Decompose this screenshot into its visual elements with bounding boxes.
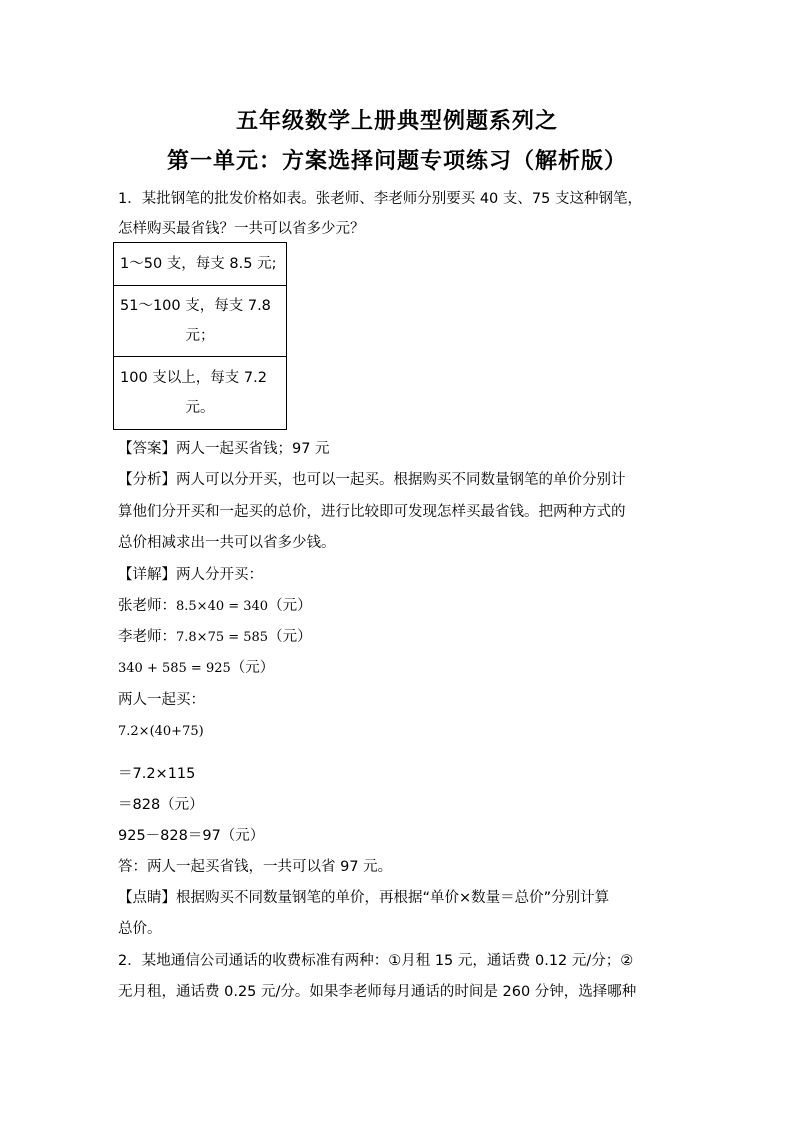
reply: 答：两人一起买省钱，一共可以省 97 元。: [118, 859, 393, 875]
table-row: [114, 243, 287, 286]
li-expression: 7.8×75 = 585: [176, 630, 269, 645]
page-title: 五年级数学上册典型例题系列之: [235, 109, 558, 134]
analysis-cont: 算他们分开买和一起买的总价，进行比较即可发现怎样买最省钱。把两种方式的: [118, 504, 626, 520]
zhang-calc: [118, 594, 312, 615]
table-cell-text: 1～50 支，每支 8.5 元;: [120, 256, 277, 272]
tip-cont: 总价。: [118, 921, 162, 937]
analysis: 【分析】两人可以分开买，也可以一起买。根据购买不同数量钢笔的单价分别计: [118, 472, 626, 488]
question-2-text: 2．某地通信公司通话的收费标准有两种：①月租 15 元，通话费 0.12 元/分；②: [118, 953, 634, 969]
zhang-label: 张老师：: [118, 598, 176, 614]
calc-step: ＝7.2×115: [118, 766, 196, 782]
answer: 【答案】两人一起买省钱；97 元: [118, 441, 330, 457]
li-calc: [118, 625, 312, 646]
unit-label: （元）: [268, 629, 312, 645]
analysis-cont: 总价相减求出一共可以省多少钱。: [118, 535, 336, 551]
table-cell: [114, 357, 287, 430]
table-cell-text: 100 支以上，每支 7.2: [120, 370, 267, 386]
table-row: [114, 286, 287, 357]
together-heading: 两人一起买：: [118, 692, 205, 708]
table-cell: [114, 286, 287, 357]
question-1-text: 1．某批钢笔的批发价格如表。张老师、李老师分别要买 40 支、75 支这种钢笔，: [118, 191, 642, 207]
detail-heading: 【详解】两人分开买：: [118, 567, 263, 583]
zhang-expression: 8.5×40 = 340: [176, 599, 269, 614]
together-expression: 7.2×(40+75): [118, 724, 204, 739]
sum-expression: 340 + 585 = 925: [118, 661, 231, 676]
page-subtitle: 第一单元：方案选择问题专项练习（解析版）: [166, 149, 627, 174]
table-cell-text-cont: 元。: [185, 400, 215, 416]
table-row: [114, 357, 287, 430]
calc-step: ＝828（元）: [118, 797, 204, 813]
table-cell-text-cont: 元；: [185, 328, 215, 344]
table-cell: [114, 243, 287, 286]
li-label: 李老师：: [118, 629, 176, 645]
unit-label: （元）: [230, 660, 275, 676]
price-table: [113, 242, 287, 430]
unit-label: （元）: [268, 598, 312, 614]
question-2-text-cont: 无月租，通话费 0.25 元/分。如果李老师每月通话的时间是 260 分钟，选择哪种: [118, 984, 637, 1000]
table-cell-text: 51～100 支，每支 7.8: [120, 298, 271, 314]
question-1-text-cont: 怎样购买最省钱？一共可以省多少元？: [118, 221, 365, 237]
sum-calc: [118, 656, 274, 677]
calc-step: 925－828＝97（元）: [118, 828, 265, 844]
tip: 【点睛】根据购买不同数量钢笔的单价，再根据“单价×数量＝总价”分别计算: [118, 890, 610, 906]
